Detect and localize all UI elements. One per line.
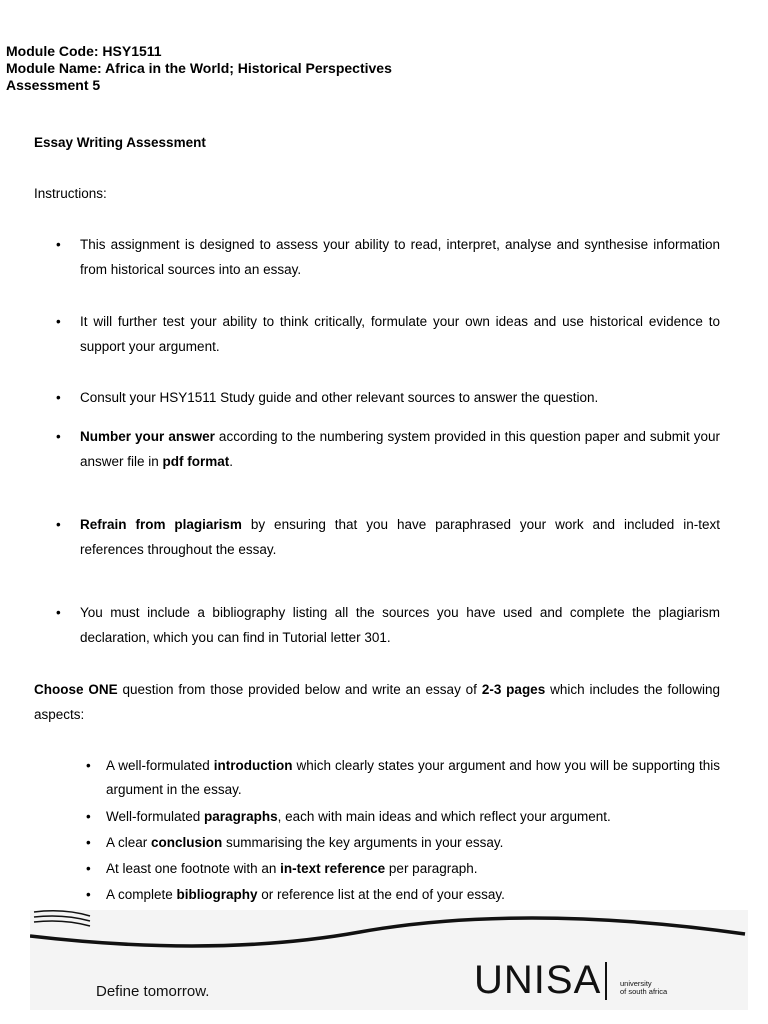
logo-divider bbox=[605, 962, 607, 1000]
module-name: Module Name: Africa in the World; Historical Perspectives bbox=[6, 60, 392, 76]
list-item: • Refrain from plagiarism by ensuring that you have paraphrased your work and included in-text references throughout the essay. bbox=[80, 513, 720, 562]
list-item: • A well-formulated introduction which clearly states your argument and how you will be supporting this argument in the essay. bbox=[106, 754, 720, 802]
unisa-logo-subtitle: university of south africa bbox=[620, 979, 668, 996]
list-item: • This assignment is designed to assess your ability to read, interpret, analyse and synthesise information from historical sources into an essay. bbox=[80, 233, 720, 282]
bullet-icon: • bbox=[86, 861, 91, 876]
bullet-icon: • bbox=[56, 314, 61, 329]
bullet-icon: • bbox=[56, 390, 61, 405]
unisa-logo: UNISA bbox=[474, 958, 602, 1002]
list-item: • You must include a bibliography listing all the sources you have used and complete the plagiarism declaration, which you can find in Tutorial letter 301. bbox=[80, 601, 720, 650]
bullet-icon: • bbox=[56, 429, 61, 444]
unisa-emblem-icon bbox=[30, 910, 94, 928]
bullet-icon: • bbox=[56, 605, 61, 620]
bullet-icon: • bbox=[86, 809, 91, 824]
module-code: Module Code: HSY1511 bbox=[6, 43, 162, 59]
wave-divider-icon bbox=[30, 910, 748, 950]
list-item: • Well-formulated paragraphs, each with main ideas and which reflect your argument. bbox=[106, 805, 720, 829]
list-item: • A complete bibliography or reference list at the end of your essay. bbox=[106, 883, 720, 907]
unisa-footer bbox=[30, 910, 748, 1010]
page-title: Essay Writing Assessment bbox=[34, 135, 206, 150]
assessment-number: Assessment 5 bbox=[6, 77, 101, 93]
document-header bbox=[6, 43, 392, 94]
list-item: • It will further test your ability to think critically, formulate your own ideas and use historical evidence to support your argument. bbox=[80, 310, 720, 359]
bullet-icon: • bbox=[56, 517, 61, 532]
list-item: • At least one footnote with an in-text reference per paragraph. bbox=[106, 857, 720, 881]
bullet-icon: • bbox=[86, 835, 91, 850]
choose-paragraph: Choose ONE question from those provided below and write an essay of 2-3 pages which includes the following aspects: bbox=[34, 682, 720, 722]
tagline: Define tomorrow. bbox=[96, 983, 210, 1000]
list-item: • A clear conclusion summarising the key arguments in your essay. bbox=[106, 831, 720, 855]
instructions-label: Instructions: bbox=[34, 186, 107, 201]
bullet-icon: • bbox=[86, 887, 91, 902]
list-item: • Number your answer according to the numbering system provided in this question paper and submit your answer file in pdf format. bbox=[80, 425, 720, 474]
list-item: • Consult your HSY1511 Study guide and other relevant sources to answer the question. bbox=[80, 386, 720, 411]
bullet-icon: • bbox=[86, 758, 91, 773]
bullet-icon: • bbox=[56, 237, 61, 252]
